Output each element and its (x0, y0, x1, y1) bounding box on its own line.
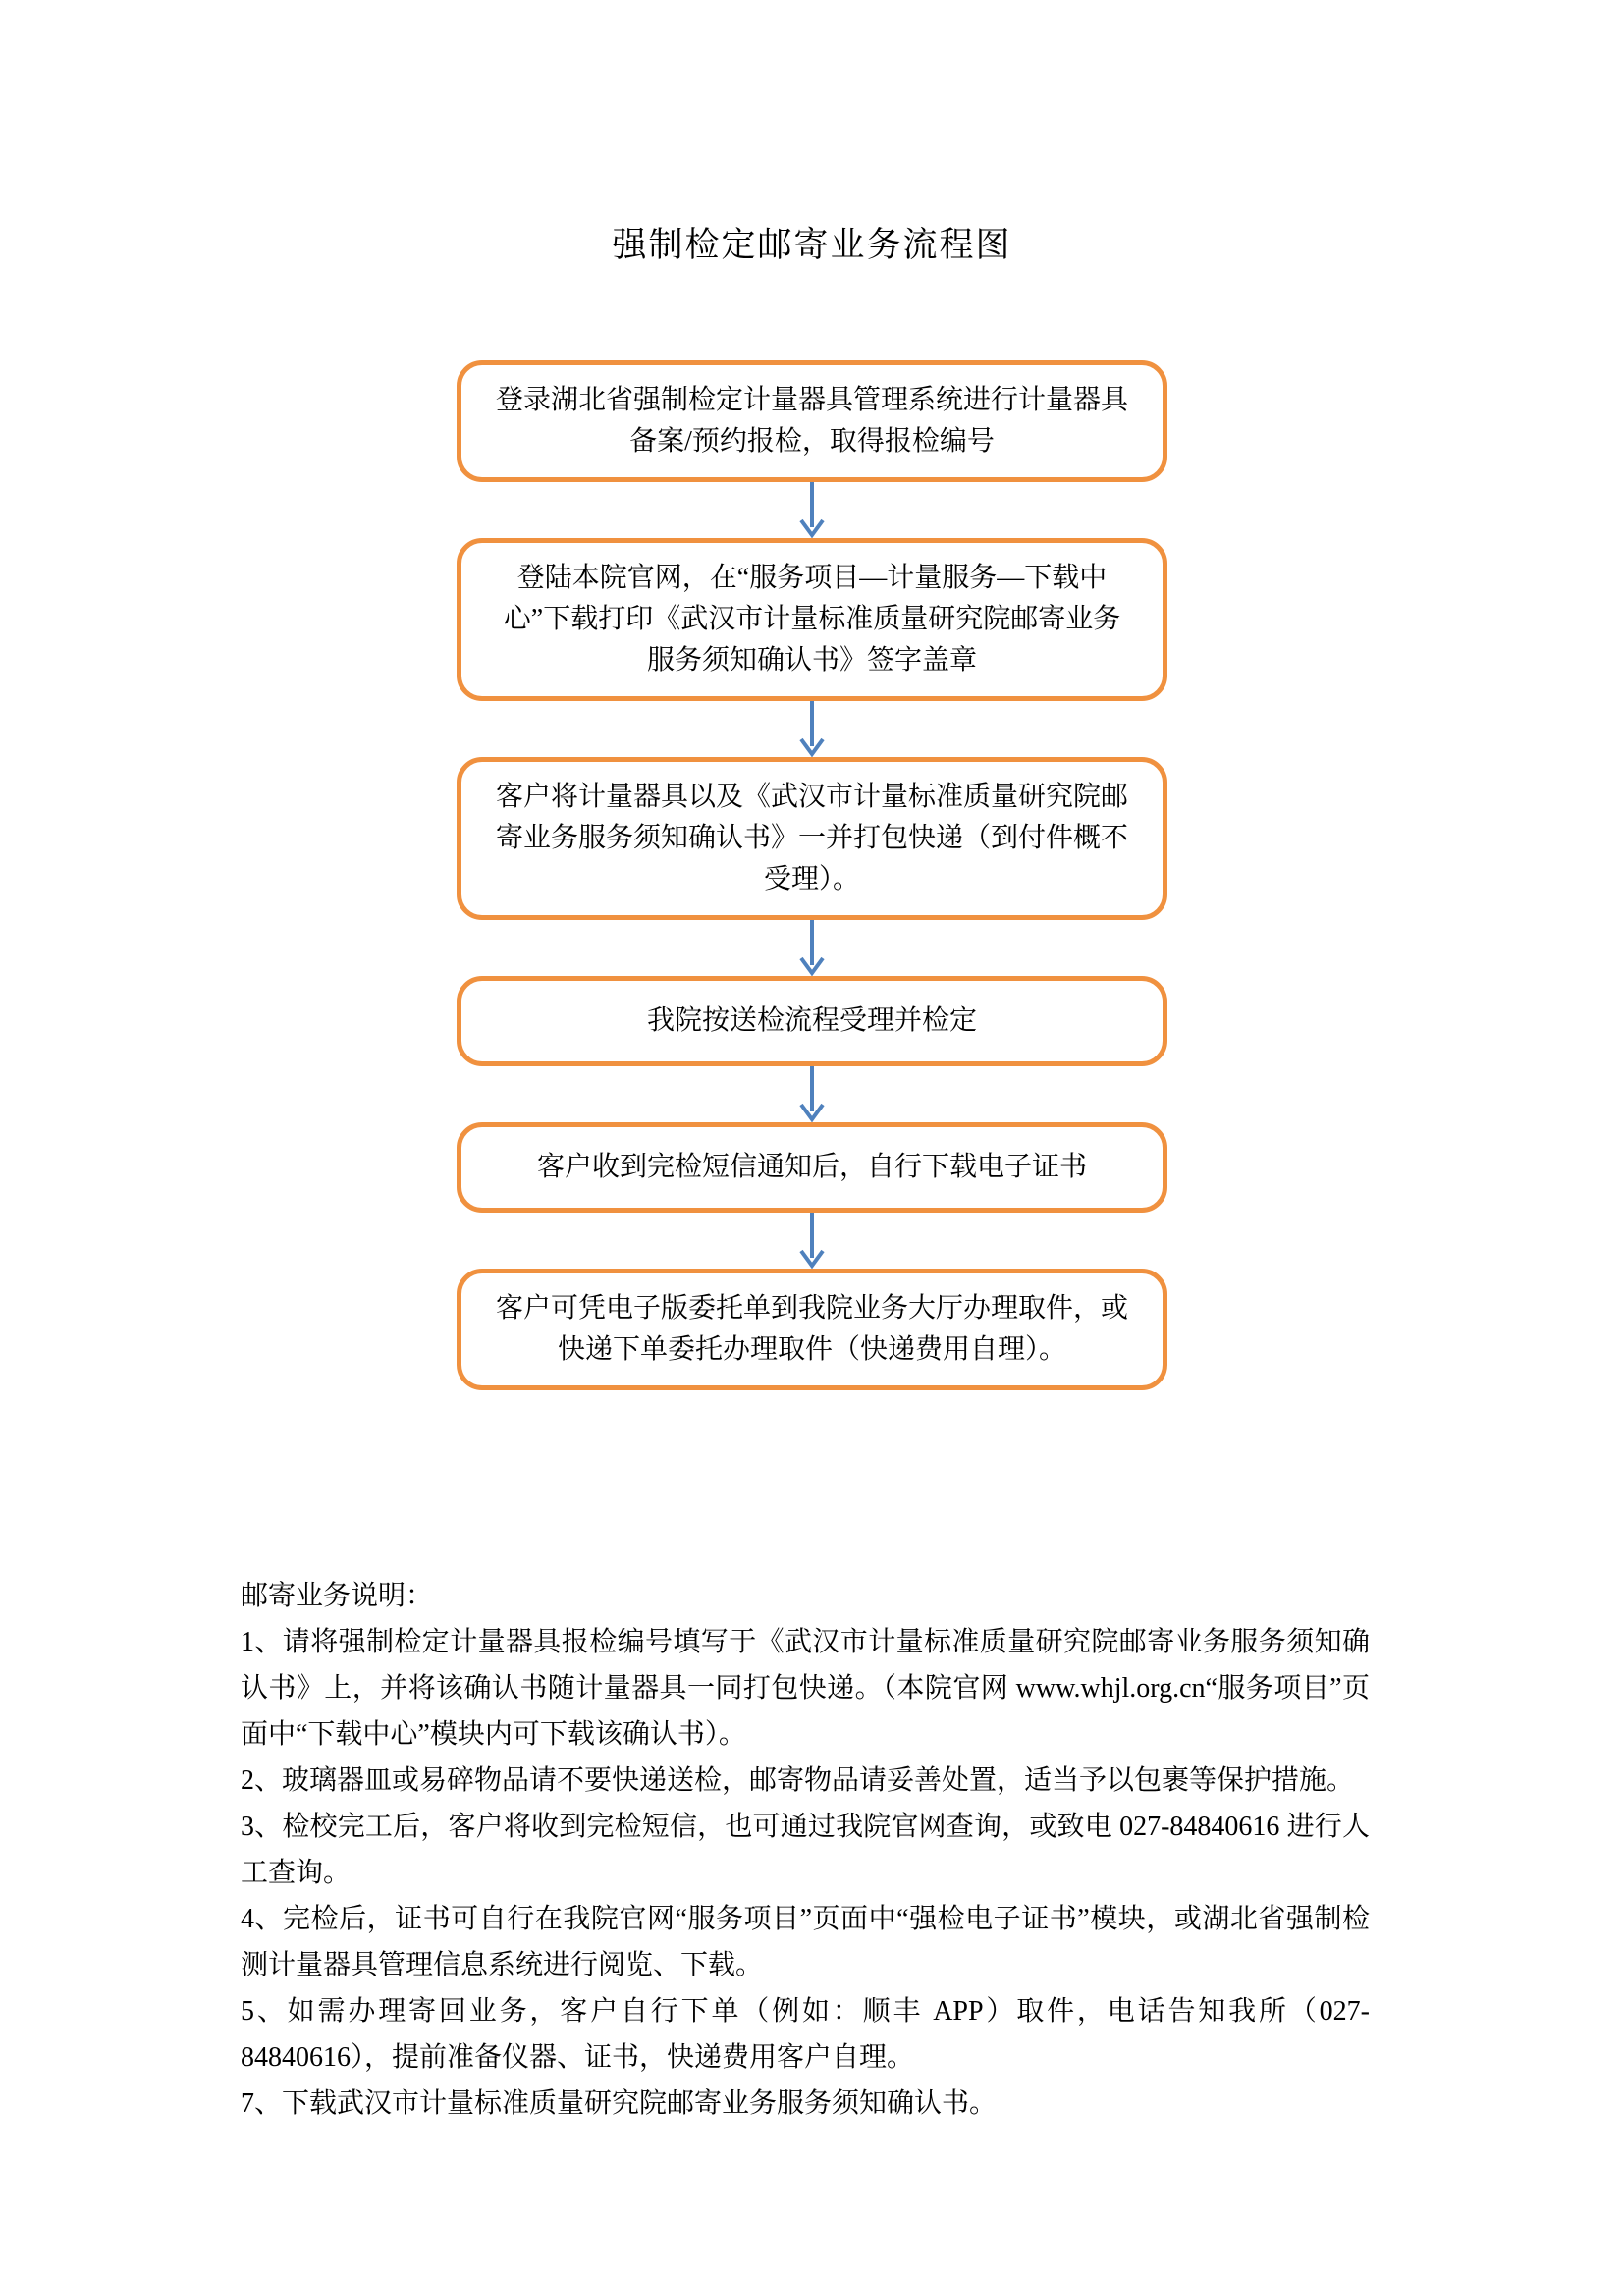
note-item-1: 1、请将强制检定计量器具报检编号填写于《武汉市计量标准质量研究院邮寄业务服务须知确认书》上，并将该确认书随计量器具一同打包快递。（本院官网 www.whjl.org.cn“服务项目”页面中“下载中心”模块内可下载该确认书）。 (241, 1627, 1370, 1751)
note-item-2: 2、玻璃器皿或易碎物品请不要快递送检，邮寄物品请妥善处置，适当予以包裹等保护措施。 (241, 1765, 1355, 1797)
flow-step-2-label: 登陆本院官网，在“服务项目—计量服务—下载中心”下载打印《武汉市计量标准质量研究院邮寄业务服务须知确认书》签字盖章 (503, 563, 1121, 676)
page-title: 强制检定邮寄业务流程图 (612, 226, 1012, 264)
arrow-down-icon (797, 1213, 827, 1269)
flow-step-4-label: 我院按送检流程受理并检定 (646, 1005, 977, 1036)
arrow-down-icon (797, 701, 827, 757)
notes-section (241, 1573, 1370, 2127)
note-item-7: 7、下载武汉市计量标准质量研究院邮寄业务服务须知确认书。 (241, 2088, 998, 2120)
flow-step-4 (457, 976, 1167, 1066)
flow-step-5 (457, 1122, 1167, 1213)
note-item-5: 5、如需办理寄回业务，客户自行下单（例如：顺丰 APP）取件，电话告知我所（027-84840616），提前准备仪器、证书，快递费用客户自理。 (241, 1996, 1370, 2074)
flowchart (457, 360, 1167, 1390)
note-item-3: 3、检校完工后，客户将收到完检短信，也可通过我院官网查询，或致电 027-84840616 进行人工查询。 (241, 1812, 1370, 1889)
flow-step-1 (457, 360, 1167, 482)
note-item-4: 4、完检后，证书可自行在我院官网“服务项目”页面中“强检电子证书”模块，或湖北省强制检测计量器具管理信息系统进行阅览、下载。 (241, 1904, 1370, 1981)
flow-step-1-label: 登录湖北省强制检定计量器具管理系统进行计量器具备案/预约报检，取得报检编号 (495, 385, 1128, 457)
arrow-down-icon (797, 482, 827, 538)
flow-step-6-label: 客户可凭电子版委托单到我院业务大厅办理取件，或快递下单委托办理取件（快递费用自理）。 (495, 1293, 1128, 1365)
flow-step-6 (457, 1269, 1167, 1390)
flow-step-2 (457, 538, 1167, 701)
notes-heading: 邮寄业务说明： (241, 1581, 434, 1611)
flow-step-3 (457, 757, 1167, 920)
arrow-down-icon (797, 920, 827, 976)
arrow-down-icon (797, 1066, 827, 1122)
flow-step-3-label: 客户将计量器具以及《武汉市计量标准质量研究院邮寄业务服务须知确认书》一并打包快递（到付件概不受理）。 (495, 782, 1128, 894)
flow-step-5-label: 客户收到完检短信通知后，自行下载电子证书 (536, 1152, 1087, 1182)
